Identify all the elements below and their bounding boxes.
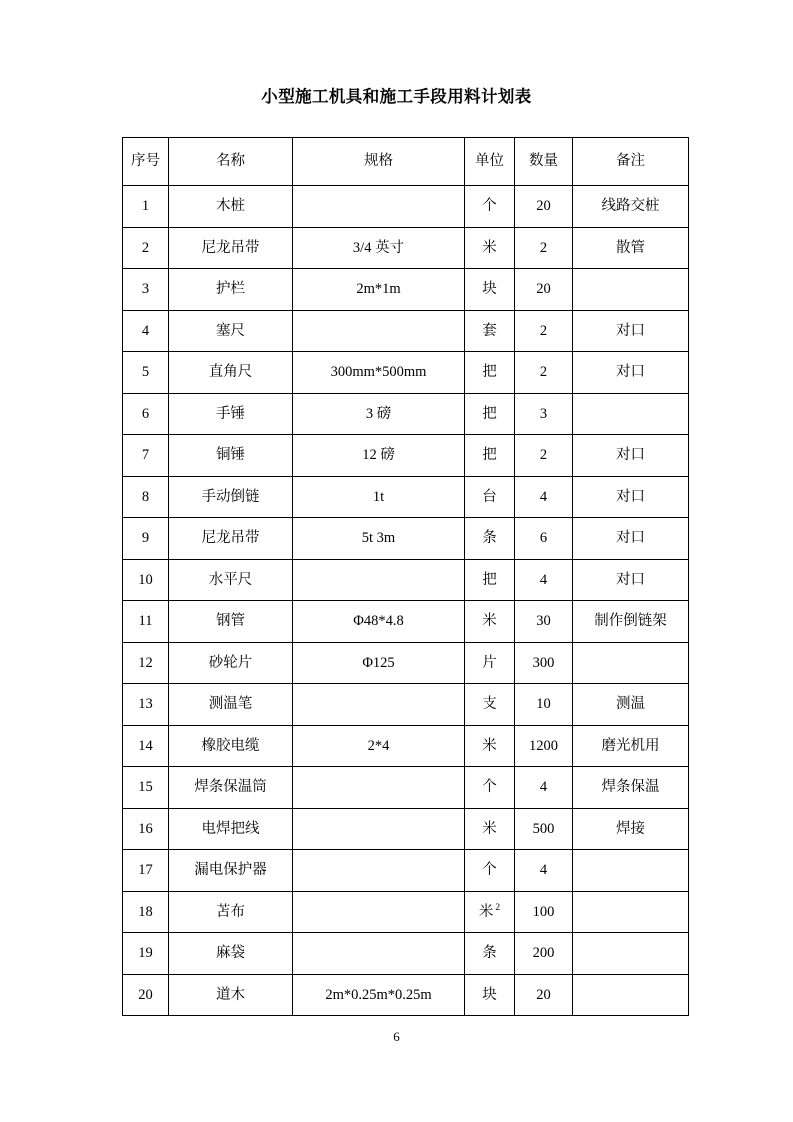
cell-qty: 2 (515, 227, 573, 269)
cell-remark (573, 642, 689, 684)
cell-spec (293, 684, 465, 726)
cell-remark: 焊条保温 (573, 767, 689, 809)
cell-remark: 焊接 (573, 808, 689, 850)
cell-name: 手锤 (169, 393, 293, 435)
column-header-remark: 备注 (573, 138, 689, 186)
cell-spec: 12 磅 (293, 435, 465, 477)
cell-unit: 套 (465, 310, 515, 352)
table-row (123, 808, 689, 850)
table-row (123, 974, 689, 1016)
cell-unit: 个 (465, 850, 515, 892)
cell-unit: 把 (465, 393, 515, 435)
cell-spec (293, 808, 465, 850)
page-title: 小型施工机具和施工手段用料计划表 (261, 88, 532, 106)
cell-spec (293, 850, 465, 892)
cell-remark (573, 393, 689, 435)
table-row (123, 227, 689, 269)
cell-spec (293, 310, 465, 352)
unit-superscript: 2 (495, 902, 501, 913)
cell-no: 10 (123, 559, 169, 601)
cell-spec: 300mm*500mm (293, 352, 465, 394)
cell-no: 6 (123, 393, 169, 435)
cell-qty: 4 (515, 767, 573, 809)
cell-qty: 10 (515, 684, 573, 726)
table-row (123, 891, 689, 933)
table-row (123, 310, 689, 352)
cell-name: 木桩 (169, 186, 293, 228)
cell-unit: 片 (465, 642, 515, 684)
cell-qty: 300 (515, 642, 573, 684)
cell-no: 15 (123, 767, 169, 809)
cell-spec: 1t (293, 476, 465, 518)
table-header (123, 138, 689, 186)
cell-qty: 1200 (515, 725, 573, 767)
cell-remark (573, 933, 689, 975)
table-row (123, 601, 689, 643)
cell-no: 13 (123, 684, 169, 726)
cell-no: 12 (123, 642, 169, 684)
cell-spec (293, 559, 465, 601)
column-header-no: 序号 (123, 138, 169, 186)
cell-name: 钢管 (169, 601, 293, 643)
cell-qty: 4 (515, 476, 573, 518)
cell-no: 8 (123, 476, 169, 518)
materials-table-container (122, 137, 688, 1016)
cell-no: 19 (123, 933, 169, 975)
cell-spec (293, 186, 465, 228)
cell-no: 2 (123, 227, 169, 269)
page-number: 6 (393, 1029, 400, 1044)
cell-spec: 5t 3m (293, 518, 465, 560)
cell-name: 麻袋 (169, 933, 293, 975)
table-row (123, 518, 689, 560)
cell-unit: 块 (465, 974, 515, 1016)
cell-qty: 20 (515, 186, 573, 228)
cell-qty: 2 (515, 310, 573, 352)
cell-name: 直角尺 (169, 352, 293, 394)
cell-no: 3 (123, 269, 169, 311)
column-header-name: 名称 (169, 138, 293, 186)
cell-name: 道木 (169, 974, 293, 1016)
cell-spec: 2m*0.25m*0.25m (293, 974, 465, 1016)
cell-spec: 3/4 英寸 (293, 227, 465, 269)
materials-plan-table (122, 137, 689, 1016)
cell-no: 7 (123, 435, 169, 477)
table-row (123, 933, 689, 975)
table-row (123, 767, 689, 809)
cell-unit: 米 (465, 227, 515, 269)
cell-qty: 2 (515, 435, 573, 477)
cell-qty: 20 (515, 269, 573, 311)
table-row (123, 559, 689, 601)
cell-remark: 对口 (573, 310, 689, 352)
cell-spec (293, 891, 465, 933)
cell-remark: 对口 (573, 559, 689, 601)
cell-no: 11 (123, 601, 169, 643)
column-header-unit: 单位 (465, 138, 515, 186)
cell-unit: 米 (465, 725, 515, 767)
cell-no: 18 (123, 891, 169, 933)
column-header-qty: 数量 (515, 138, 573, 186)
table-body (123, 186, 689, 1016)
table-row (123, 684, 689, 726)
cell-remark (573, 850, 689, 892)
cell-unit: 条 (465, 933, 515, 975)
cell-unit: 把 (465, 559, 515, 601)
cell-name: 橡胶电缆 (169, 725, 293, 767)
cell-unit: 米 (465, 601, 515, 643)
cell-name: 水平尺 (169, 559, 293, 601)
cell-qty: 2 (515, 352, 573, 394)
cell-remark: 测温 (573, 684, 689, 726)
cell-spec (293, 767, 465, 809)
cell-remark (573, 269, 689, 311)
cell-no: 9 (123, 518, 169, 560)
cell-name: 砂轮片 (169, 642, 293, 684)
cell-unit: 块 (465, 269, 515, 311)
cell-remark: 磨光机用 (573, 725, 689, 767)
cell-no: 20 (123, 974, 169, 1016)
cell-spec: Φ48*4.8 (293, 601, 465, 643)
cell-qty: 200 (515, 933, 573, 975)
cell-spec: 2*4 (293, 725, 465, 767)
cell-unit: 个 (465, 767, 515, 809)
cell-remark: 对口 (573, 518, 689, 560)
table-row (123, 269, 689, 311)
cell-qty: 3 (515, 393, 573, 435)
cell-remark: 散管 (573, 227, 689, 269)
cell-qty: 30 (515, 601, 573, 643)
table-row (123, 186, 689, 228)
cell-unit: 把 (465, 352, 515, 394)
cell-no: 4 (123, 310, 169, 352)
cell-qty: 6 (515, 518, 573, 560)
cell-qty: 100 (515, 891, 573, 933)
cell-remark (573, 891, 689, 933)
cell-name: 塞尺 (169, 310, 293, 352)
cell-name: 焊条保温筒 (169, 767, 293, 809)
cell-name: 苫布 (169, 891, 293, 933)
cell-spec (293, 933, 465, 975)
cell-name: 护栏 (169, 269, 293, 311)
table-row (123, 352, 689, 394)
table-row (123, 435, 689, 477)
cell-remark: 对口 (573, 352, 689, 394)
cell-name: 电焊把线 (169, 808, 293, 850)
cell-qty: 4 (515, 559, 573, 601)
cell-name: 漏电保护器 (169, 850, 293, 892)
cell-unit: 支 (465, 684, 515, 726)
cell-remark (573, 974, 689, 1016)
table-header-row (123, 138, 689, 186)
cell-name: 测温笔 (169, 684, 293, 726)
cell-name: 铜锤 (169, 435, 293, 477)
cell-unit: 条 (465, 518, 515, 560)
column-header-spec: 规格 (293, 138, 465, 186)
cell-spec: 3 磅 (293, 393, 465, 435)
cell-no: 17 (123, 850, 169, 892)
cell-remark: 对口 (573, 435, 689, 477)
cell-unit: 台 (465, 476, 515, 518)
cell-qty: 500 (515, 808, 573, 850)
cell-name: 尼龙吊带 (169, 518, 293, 560)
cell-remark: 制作倒链架 (573, 601, 689, 643)
cell-name: 尼龙吊带 (169, 227, 293, 269)
cell-spec: Φ125 (293, 642, 465, 684)
table-row (123, 476, 689, 518)
table-row (123, 393, 689, 435)
cell-qty: 4 (515, 850, 573, 892)
cell-no: 14 (123, 725, 169, 767)
cell-remark: 对口 (573, 476, 689, 518)
cell-unit: 米 (465, 808, 515, 850)
cell-name: 手动倒链 (169, 476, 293, 518)
cell-spec: 2m*1m (293, 269, 465, 311)
cell-no: 5 (123, 352, 169, 394)
table-row (123, 642, 689, 684)
cell-unit: 把 (465, 435, 515, 477)
cell-no: 1 (123, 186, 169, 228)
table-row (123, 850, 689, 892)
cell-qty: 20 (515, 974, 573, 1016)
cell-remark: 线路交桩 (573, 186, 689, 228)
table-row (123, 725, 689, 767)
cell-no: 16 (123, 808, 169, 850)
cell-unit: 米 $^2$ (465, 891, 515, 933)
cell-unit: 个 (465, 186, 515, 228)
